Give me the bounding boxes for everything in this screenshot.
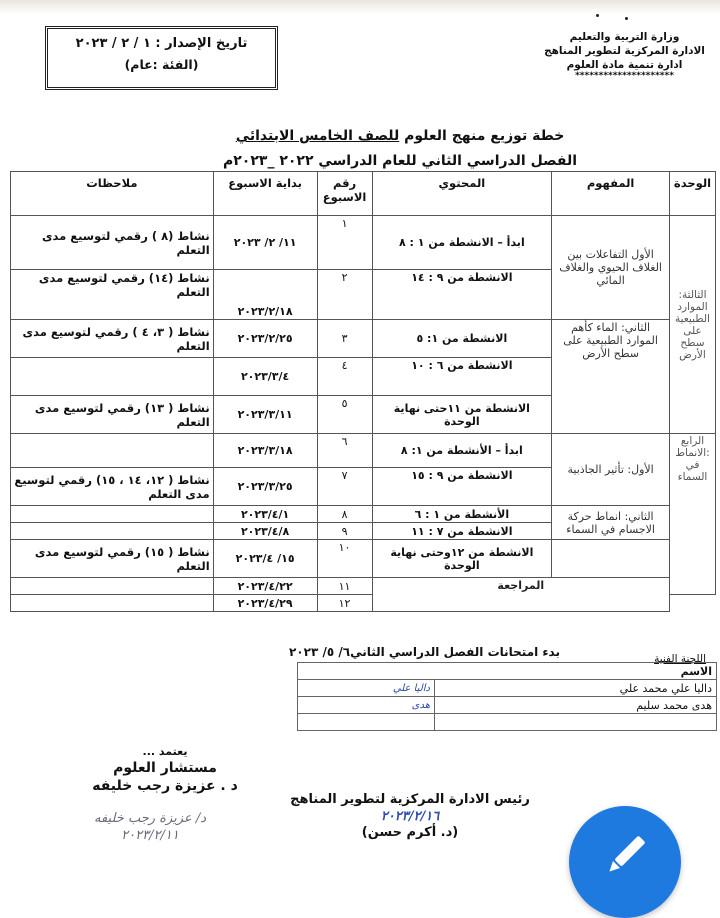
committee-header-row <box>298 663 717 680</box>
document-title <box>200 128 600 144</box>
table-row <box>11 320 716 358</box>
stars-divider: ********************* <box>575 71 674 81</box>
header-concept: المفهوم <box>552 172 670 216</box>
issue-date: تاريخ الإصدار : ١ / ٢ / ٢٠٢٣ <box>75 36 248 51</box>
head-title: رئيس الادارة المركزية لتطوير المناهج <box>290 792 530 807</box>
pencil-icon <box>599 830 651 882</box>
table-row <box>11 434 716 468</box>
notes-cell <box>11 578 214 595</box>
unit-cell: الرابع :الانماط في السماء <box>670 434 716 595</box>
date-cell: ٢٠٢٣/٣/١١ <box>213 396 317 434</box>
committee-row <box>298 697 717 714</box>
title-grade: للصف الخامس الابتدائي <box>235 128 400 144</box>
member-signature: داليا علي <box>298 680 435 697</box>
approval-label: يعتمد ... <box>142 745 188 758</box>
edit-button[interactable] <box>569 806 681 918</box>
week-cell: ١٠ <box>317 540 372 578</box>
central-admin: الادارة المركزية لتطوير المناهج <box>544 45 705 57</box>
week-cell: ٦ <box>317 434 372 468</box>
member-signature <box>298 714 435 731</box>
concept-cell: الأول التفاعلات بين الغلاف الحيوي والغلاف المائي <box>552 216 670 320</box>
date-cell: ٢٠٢٣/٤/٢٢ <box>213 578 317 595</box>
date-cell: ٢٠٢٣/٣/١٨ <box>213 434 317 468</box>
member-name: هدى محمد سليم <box>435 697 717 714</box>
notes-cell: نشاط ( ١٥) رقمي لتوسيع مدى التعلم <box>11 540 214 578</box>
header-week-number: رقم الاسبوع <box>317 172 372 216</box>
content-cell: ابدأ – الأنشطة من ١: ٨ <box>372 434 552 468</box>
curriculum-plan-table <box>10 171 716 612</box>
content-cell: ابدأ – الانشطة من ١ : ٨ <box>372 216 552 270</box>
approval-block <box>70 745 260 794</box>
date-cell: ٢٠٢٣/٢/١٨ <box>213 270 317 320</box>
notes-cell: نشاط ( ١٣) رقمي لتوسيع مدى التعلم <box>11 396 214 434</box>
content-cell: الانشطة من ١٢وحتى نهاية الوحدة <box>372 540 552 578</box>
issue-date-box <box>45 26 278 90</box>
date-cell: ١١/ ٢/ ٢٠٢٣ <box>213 216 317 270</box>
table-row <box>11 578 716 595</box>
ministry-name: وزارة التربية والتعليم <box>569 31 680 43</box>
content-cell: الانشطة من ٧ : ١١ <box>372 523 552 540</box>
approver-handwritten-signature: د/ عزيزة رجب خليفه ٢٠٢٣/٢/١١ <box>94 811 206 843</box>
document-subtitle: الفصل الدراسي الثاني للعام الدراسي ٢٠٢٢ _٢٠٢٣م <box>222 153 577 169</box>
committee-row <box>298 714 717 731</box>
week-cell: ١٢ <box>317 595 372 612</box>
notes-cell <box>11 595 214 612</box>
date-cell: ٢٠٢٣/٤/١ <box>213 506 317 523</box>
header-unit: الوحدة <box>670 172 716 216</box>
exam-start-line: بدء امتحانات الفصل الدراسي الثاني٦/ ٥/ ٢٠٢٣ <box>288 645 560 659</box>
ministry-header <box>537 30 712 80</box>
notes-cell <box>11 523 214 540</box>
table-row <box>11 216 716 270</box>
concept-cell: الثاني: انماط حركة الاجسام في السماء <box>552 506 670 540</box>
top-shadow <box>0 0 720 14</box>
head-name: (د. أكرم حسن) <box>361 825 459 840</box>
header-content: المحتوي <box>372 172 552 216</box>
date-cell: ٢٠٢٣/٣/٤ <box>213 358 317 396</box>
date-cell: ٢٠٢٣/٤/٨ <box>213 523 317 540</box>
date-cell: ٢٠٢٣/٣/٢٥ <box>213 468 317 506</box>
concept-cell: الثاني: الماء كأهم الموارد الطبيعية على سطح الأرض <box>552 320 670 434</box>
notes-cell: نشاط ( ٣، ٤ ) رقمي لتوسيع مدى التعلم <box>11 320 214 358</box>
week-cell: ٥ <box>317 396 372 434</box>
concept-cell: الأول: تأثير الجاذبية <box>552 434 670 506</box>
unit-cell: الثالثة: الموارد الطبيعية على سطح الأرض <box>670 216 716 434</box>
head-signature-block <box>275 792 545 840</box>
week-cell: ٨ <box>317 506 372 523</box>
table-header-row <box>11 172 716 216</box>
content-cell: الأنشطة من ١ : ٦ <box>372 506 552 523</box>
committee-table <box>297 662 717 731</box>
table-row <box>11 540 716 578</box>
concept-cell <box>552 540 670 578</box>
review-cell: المراجعة <box>372 578 669 612</box>
notes-cell <box>11 358 214 396</box>
header-week-start: بداية الاسبوع <box>213 172 317 216</box>
content-cell: الانشطة من ١: ٥ <box>372 320 552 358</box>
member-name: داليا علي محمد علي <box>435 680 717 697</box>
notes-cell: نشاط (١٤) رقمي لتوسيع مدى التعلم <box>11 270 214 320</box>
member-name <box>435 714 717 731</box>
member-signature: هدى <box>298 697 435 714</box>
notes-cell <box>11 434 214 468</box>
head-handwritten-signature: ٢٠٢٣/٢/١٦ <box>380 809 440 824</box>
speck <box>596 14 599 17</box>
speck <box>625 17 628 20</box>
approver-name: د . عزيزة رجب خليفه <box>92 778 238 794</box>
content-cell: الانشطة من ١١حتى نهاية الوحدة <box>372 396 552 434</box>
week-cell: ٩ <box>317 523 372 540</box>
content-cell: الانشطة من ٦ : ١٠ <box>372 358 552 396</box>
content-cell: الانشطة من ٩ : ١٤ <box>372 270 552 320</box>
week-cell: ١ <box>317 216 372 270</box>
notes-cell: نشاط ( ١٢، ١٤ ، ١٥) رقمي لتوسيع مدى التعلم <box>11 468 214 506</box>
date-cell: ٢٠٢٣/٤/٢٩ <box>213 595 317 612</box>
committee-row <box>298 680 717 697</box>
week-cell: ٢ <box>317 270 372 320</box>
table-row <box>11 506 716 523</box>
approver-title: مستشار العلوم <box>113 760 217 776</box>
category: (الفئة :عام) <box>124 57 199 72</box>
notes-cell: نشاط (٨ ) رقمي لتوسيع مدى التعلم <box>11 216 214 270</box>
week-cell: ٧ <box>317 468 372 506</box>
week-cell: ٣ <box>317 320 372 358</box>
committee-header: الاسم <box>298 663 717 680</box>
date-cell: ١٥/ ٢٠٢٣/٤ <box>213 540 317 578</box>
title-prefix: خطة توزيع منهج العلوم <box>399 128 565 144</box>
date-cell: ٢٠٢٣/٢/٢٥ <box>213 320 317 358</box>
week-cell: ٤ <box>317 358 372 396</box>
committee-label: اللجنة الفنية <box>654 653 706 665</box>
notes-cell <box>11 506 214 523</box>
header-notes: ملاحظات <box>11 172 214 216</box>
empty-cell <box>670 595 716 612</box>
content-cell: الانشطة من ٩ : ١٥ <box>372 468 552 506</box>
week-cell: ١١ <box>317 578 372 595</box>
science-admin: ادارة تنمية مادة العلوم <box>566 59 683 71</box>
